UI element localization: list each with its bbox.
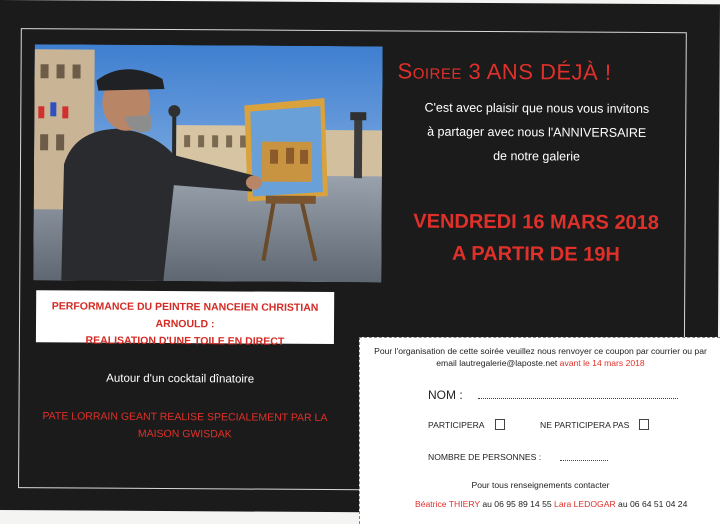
guest-count-label: NOMBRE DE PERSONNES :: [428, 452, 542, 462]
title-anniversary: 3 ANS DÉJÀ !: [461, 58, 612, 85]
coupon-instruction-line-2: [368, 357, 713, 369]
performance-line-2: REALISATION D'UNE TOILE EN DIRECT: [85, 334, 285, 348]
intro-line-2: à partager avec nous l'ANNIVERSAIRE: [427, 124, 647, 140]
ne-participera-label: NE PARTICIPERA PAS: [540, 419, 630, 430]
pate-line-2: MAISON GWISDAK: [137, 427, 232, 441]
contact-line: [415, 499, 687, 509]
contact-1-phone: au 06 95 89 14 55: [479, 499, 555, 509]
ne-participera-option[interactable]: [540, 419, 649, 430]
painter-photo: [33, 44, 382, 282]
event-date-day: VENDREDI 16 MARS 2018: [413, 210, 660, 235]
cocktail-text: Autour d'un cocktail dînatoire: [106, 372, 255, 386]
pate-line-1: PATE LORRAIN GEANT REALISE SPECIALEMENT PAR LA: [42, 410, 328, 425]
ne-participera-checkbox[interactable]: [639, 419, 649, 430]
name-field-label: NOM :: [428, 388, 463, 402]
intro-line-1: C'est avec plaisir que nous vous invitons: [424, 100, 650, 116]
performance-line-1: PERFORMANCE DU PEINTRE NANCEIEN CHRISTIAN ARNOULD :: [51, 300, 319, 331]
event-date: [393, 205, 678, 271]
event-title: [397, 58, 657, 86]
reply-coupon: [359, 337, 720, 524]
participera-checkbox[interactable]: [495, 419, 505, 430]
coupon-email: email lautregalerie@laposte.net: [436, 358, 560, 368]
intro-line-3: de notre galerie: [493, 149, 581, 164]
title-prefix: Soiree: [397, 58, 463, 84]
name-field[interactable]: [478, 398, 678, 399]
contact-info-heading: Pour tous renseignements contacter: [471, 480, 610, 490]
pate-lorrain-text: [37, 408, 332, 444]
guest-count-field[interactable]: [560, 460, 608, 461]
intro-text: [399, 95, 674, 169]
participera-label: PARTICIPERA: [428, 419, 485, 430]
contact-2-name: Lara LEDOGAR: [554, 499, 616, 509]
event-date-time: A PARTIR DE 19H: [451, 242, 620, 266]
performance-banner: [36, 290, 334, 348]
participera-option[interactable]: [428, 419, 505, 430]
contact-2-phone: au 06 64 51 04 24: [615, 499, 688, 509]
contact-1-name: Béatrice THIERY: [415, 499, 480, 509]
coupon-deadline: avant le 14 mars 2018: [559, 358, 645, 368]
coupon-instructions: [368, 345, 713, 369]
coupon-instruction-line-1: Pour l'organisation de cette soirée veuillez nous renvoyer ce coupon par courrier ou par: [374, 346, 707, 356]
